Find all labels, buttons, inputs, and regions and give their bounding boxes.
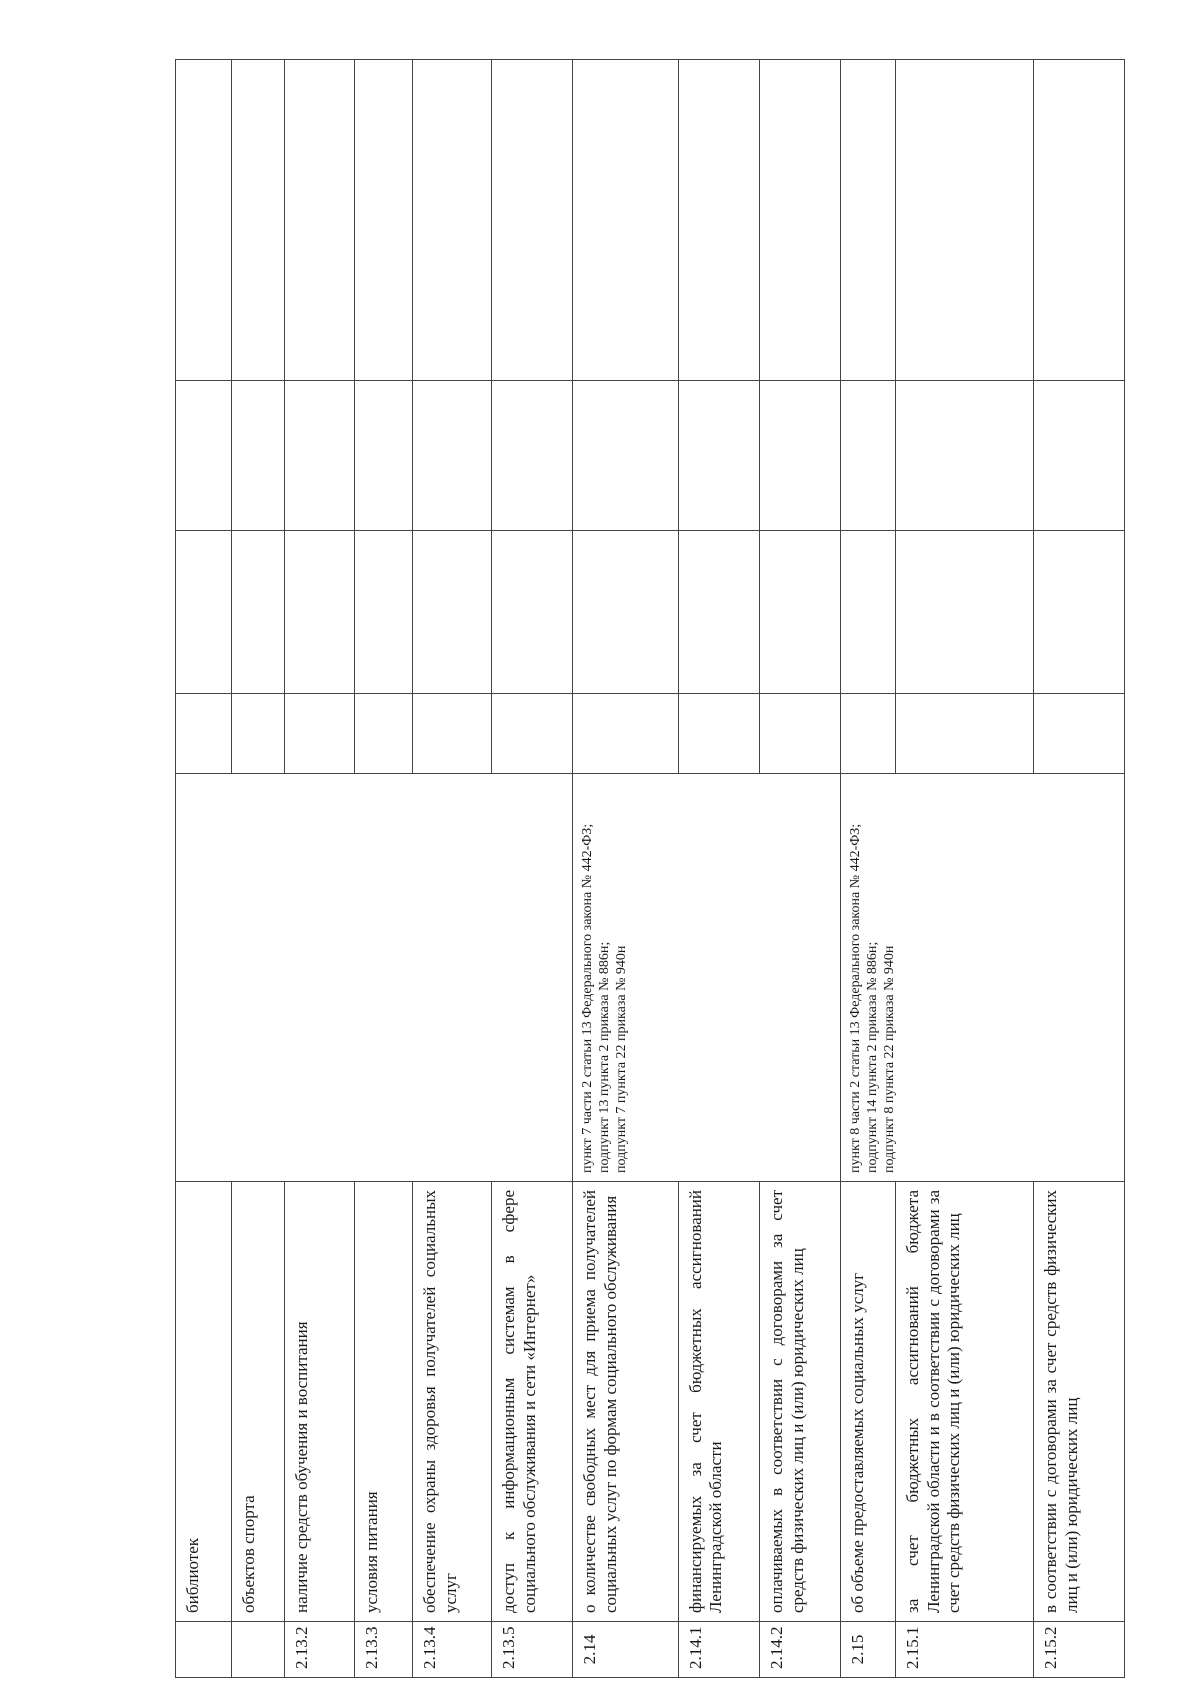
empty-cell: [413, 531, 492, 694]
legal-reference-cell: [573, 774, 841, 1182]
row-text: за счет бюджетных ассигнований бюджета Ленинградской области и в соответствии с договорами за счет средств физических лиц и (или) юридических лиц: [896, 1182, 1034, 1622]
empty-cell: [355, 531, 413, 694]
empty-cell: [231, 381, 284, 531]
empty-cell: [678, 694, 759, 774]
row-number: [231, 1622, 284, 1678]
row-text: объектов спорта: [231, 1182, 284, 1622]
empty-cell: [896, 381, 1034, 531]
empty-cell: [355, 694, 413, 774]
empty-cell: [573, 60, 678, 381]
rotated-table-wrapper: [175, 60, 1125, 1678]
row-text: наличие средств обучения и воспитания: [284, 1182, 355, 1622]
empty-cell: [413, 694, 492, 774]
empty-cell: [231, 694, 284, 774]
table-row: [573, 60, 678, 1678]
row-text: в соответствии с договорами за счет средств физических лиц и (или) юридических лиц: [1034, 1182, 1125, 1622]
row-text: доступ к информационным системам в сфере социального обслуживания и сети «Интернет»: [492, 1182, 573, 1622]
empty-cell: [176, 531, 232, 694]
row-text: библиотек: [176, 1182, 232, 1622]
empty-cell: [841, 531, 896, 694]
row-number: 2.15.1: [896, 1622, 1034, 1678]
empty-cell: [841, 60, 896, 381]
row-number: 2.14.2: [760, 1622, 841, 1678]
row-number: 2.14.1: [678, 1622, 759, 1678]
empty-cell: [492, 381, 573, 531]
table-row: [176, 60, 232, 1678]
legal-reference-line: пункт 8 части 2 статьи 13 Федерального закона № 442-ФЗ;: [848, 823, 864, 1173]
empty-cell: [573, 531, 678, 694]
row-text: о количестве свободных мест для приема получателей социальных услуг по формам социального обслуживания: [573, 1182, 678, 1622]
row-number: 2.15.2: [1034, 1622, 1125, 1678]
empty-cell: [760, 381, 841, 531]
legal-reference-line: подпункт 13 пункта 2 приказа № 886н;: [597, 941, 613, 1173]
empty-cell: [492, 694, 573, 774]
row-number: 2.14: [573, 1622, 678, 1678]
legal-reference-cell: [841, 774, 1125, 1182]
row-number: 2.13.2: [284, 1622, 355, 1678]
empty-cell: [896, 694, 1034, 774]
row-number: 2.15: [841, 1622, 896, 1678]
empty-cell: [413, 60, 492, 381]
empty-cell: [284, 60, 355, 381]
empty-cell: [760, 531, 841, 694]
legal-reference-cell: [176, 774, 573, 1182]
empty-cell: [355, 60, 413, 381]
empty-cell: [492, 60, 573, 381]
empty-cell: [1034, 531, 1125, 694]
row-number: [176, 1622, 232, 1678]
row-text: финансируемых за счет бюджетных ассигнований Ленинградской области: [678, 1182, 759, 1622]
row-text: обеспечение охраны здоровья получателей социальных услуг: [413, 1182, 492, 1622]
empty-cell: [284, 531, 355, 694]
empty-cell: [678, 381, 759, 531]
empty-cell: [841, 694, 896, 774]
empty-cell: [573, 381, 678, 531]
empty-cell: [1034, 694, 1125, 774]
empty-cell: [760, 694, 841, 774]
legal-reference-line: подпункт 8 пункта 22 приказа № 940н: [881, 945, 897, 1173]
empty-cell: [231, 531, 284, 694]
legal-reference-line: пункт 7 части 2 статьи 13 Федерального закона № 442-ФЗ;: [580, 823, 596, 1173]
row-number: 2.13.5: [492, 1622, 573, 1678]
empty-cell: [355, 381, 413, 531]
legal-reference-line: подпункт 7 пункта 22 приказа № 940н: [614, 945, 630, 1173]
row-number: 2.13.4: [413, 1622, 492, 1678]
row-number: 2.13.3: [355, 1622, 413, 1678]
empty-cell: [678, 60, 759, 381]
empty-cell: [413, 381, 492, 531]
empty-cell: [492, 531, 573, 694]
empty-cell: [284, 694, 355, 774]
empty-cell: [573, 694, 678, 774]
empty-cell: [1034, 381, 1125, 531]
empty-cell: [1034, 60, 1125, 381]
table-row: [841, 60, 896, 1678]
empty-cell: [896, 531, 1034, 694]
empty-cell: [896, 60, 1034, 381]
row-text: условия питания: [355, 1182, 413, 1622]
row-text: оплачиваемых в соответствии с договорами за счет средств физических лиц и (или) юридических лиц: [760, 1182, 841, 1622]
empty-cell: [231, 60, 284, 381]
empty-cell: [678, 531, 759, 694]
services-table: [175, 59, 1125, 1678]
empty-cell: [176, 60, 232, 381]
empty-cell: [176, 694, 232, 774]
empty-cell: [176, 381, 232, 531]
empty-cell: [760, 60, 841, 381]
empty-cell: [841, 381, 896, 531]
legal-reference-line: подпункт 14 пункта 2 приказа № 886н;: [865, 941, 881, 1173]
empty-cell: [284, 381, 355, 531]
row-text: об объеме предоставляемых социальных услуг: [841, 1182, 896, 1622]
